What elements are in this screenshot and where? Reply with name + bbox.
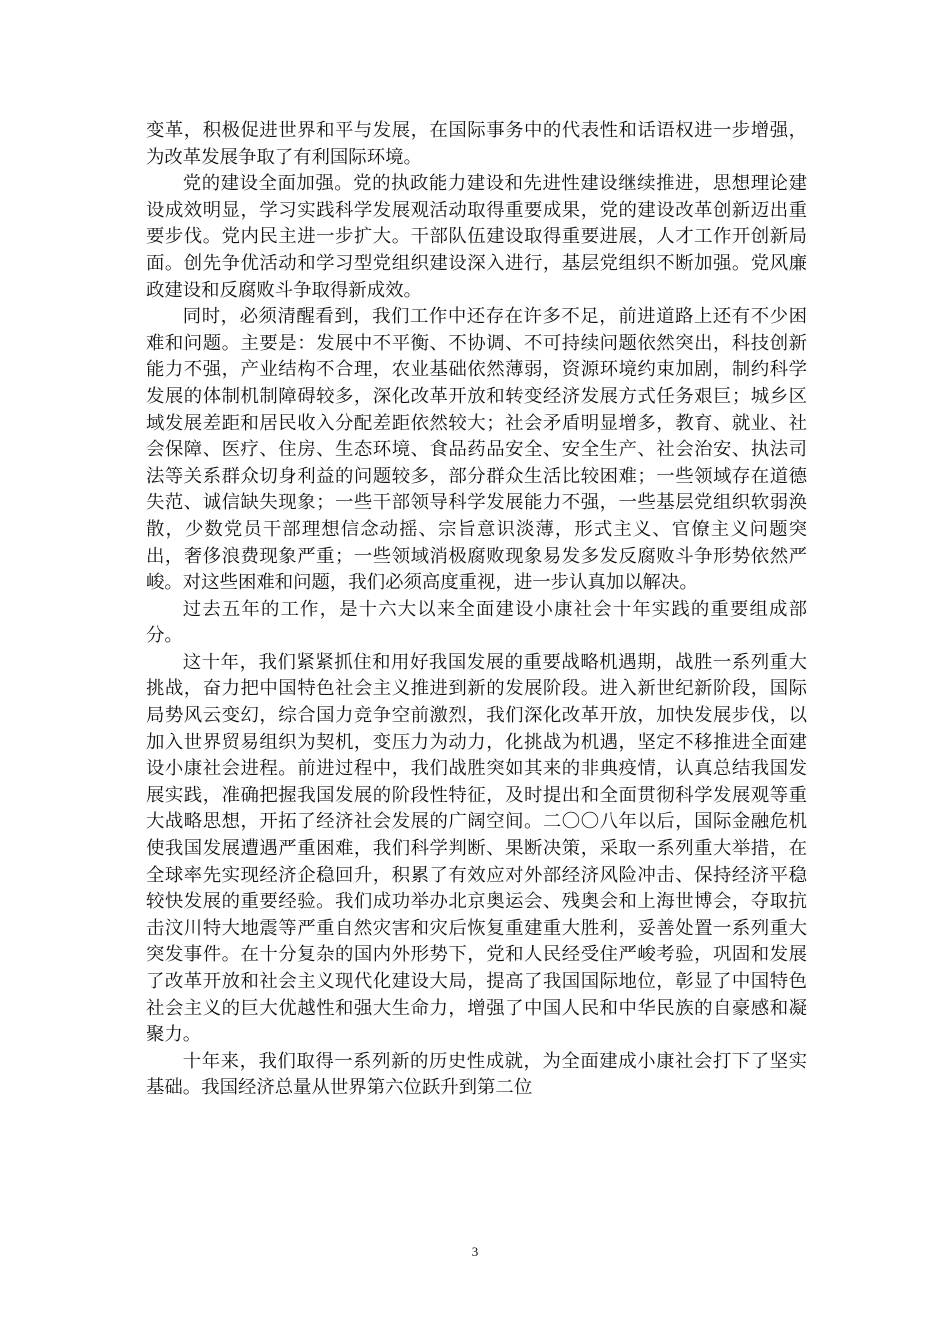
paragraph-five-years: 过去五年的工作，是十六大以来全面建设小康社会十年实践的重要组成部分。 [146,598,807,647]
document-body [146,118,807,1102]
page-number: 3 [471,1244,479,1259]
paragraph-continuation: 变革，积极促进世界和平与发展，在国际事务中的代表性和话语权进一步增强，为改革发展争取了有利国际环境。 [146,120,807,168]
paragraph-achievements: 十年来，我们取得一系列新的历史性成就，为全面建成小康社会打下了坚实基础。我国经济总量从世界第六位跃升到第二位 [146,1050,807,1099]
paragraph-party-building: 党的建设全面加强。党的执政能力建设和先进性建设继续推进，思想理论建设成效明显，学习实践科学发展观活动取得重要成果，党的建设改革创新迈出重要步伐。党内民主进一步扩大。干部队伍建设取得重要进展，人才工作开创新局面。创先争优活动和学习型党组织建设深入进行，基层党组织不断加强。党风廉政建设和反腐败斗争取得新成效。 [146,173,807,301]
paragraph-shortcomings: 同时，必须清醒看到，我们工作中还存在许多不足，前进道路上还有不少困难和问题。主要是：发展中不平衡、不协调、不可持续问题依然突出，科技创新能力不强，产业结构不合理，农业基础依然薄弱，资源环境约束加剧，制约科学发展的体制机制障碍较多，深化改革开放和转变经济发展方式任务艰巨；城乡区域发展差距和居民收入分配差距依然较大；社会矛盾明显增多，教育、就业、社会保障、医疗、住房、生态环境、食品药品安全、安全生产、社会治安、执法司法等关系群众切身利益的问题较多，部分群众生活比较困难；一些领域存在道德失范、诚信缺失现象；一些干部领导科学发展能力不强，一些基层党组织软弱涣散，少数党员干部理想信念动摇、宗旨意识淡薄，形式主义、官僚主义问题突出，奢侈浪费现象严重；一些领域消极腐败现象易发多发反腐败斗争形势依然严峻。对这些困难和问题，我们必须高度重视，进一步认真加以解决。 [146,306,807,594]
paragraph-this-decade: 这十年，我们紧紧抓住和用好我国发展的重要战略机遇期，战胜一系列重大挑战，奋力把中国特色社会主义推进到新的发展阶段。进入新世纪新阶段，国际局势风云变幻，综合国力竞争空前激烈，我们深化改革开放，加快发展步伐，以加入世界贸易组织为契机，变压力为动力，化挑战为机遇，坚定不移推进全面建设小康社会进程。前进过程中，我们战胜突如其来的非典疫情，认真总结我国发展实践，准确把握我国发展的阶段性特征，及时提出和全面贯彻科学发展观等重大战略思想，开拓了经济社会发展的广阔空间。二〇〇八年以后，国际金融危机使我国发展遭遇严重困难，我们科学判断、果断决策，采取一系列重大举措，在全球率先实现经济企稳回升，积累了有效应对外部经济风险冲击、保持经济平稳较快发展的重要经验。我们成功举办北京奥运会、残奥会和上海世博会，夺取抗击汶川特大地震等严重自然灾害和灾后恢复重建重大胜利，妥善处置一系列重大突发事件。在十分复杂的国内外形势下，党和人民经受住严峻考验，巩固和发展了改革开放和社会主义现代化建设大局，提高了我国国际地位，彰显了中国特色社会主义的巨大优越性和强大生命力，增强了中国人民和中华民族的自豪感和凝聚力。 [146,651,807,1046]
